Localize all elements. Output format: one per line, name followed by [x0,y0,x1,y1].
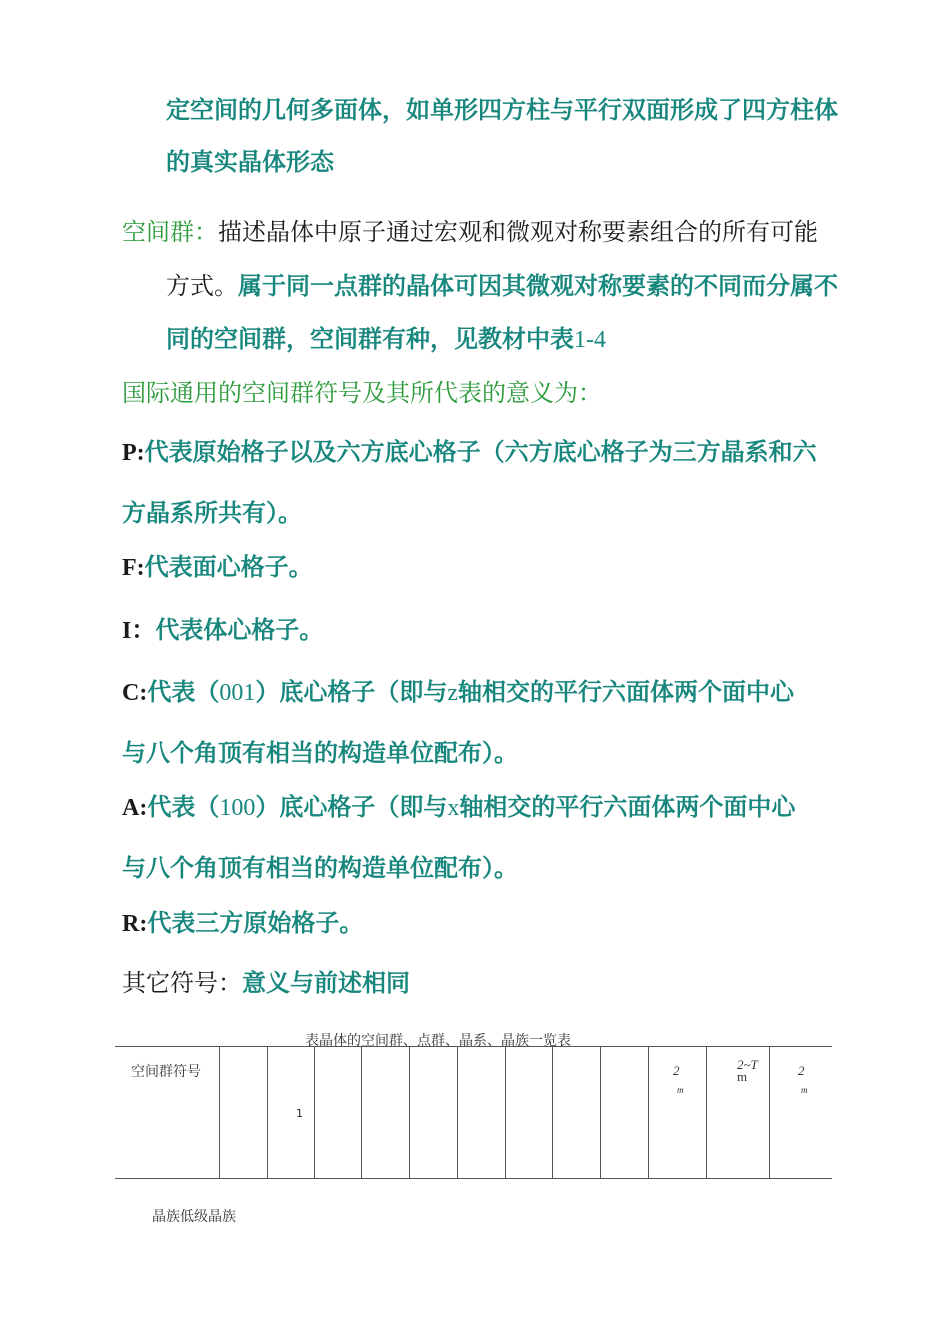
col12-sub: m [801,1085,808,1095]
symbol-r-desc: 代表三方原始格子。 [147,909,364,937]
space-group-note1: 属于同一点群的晶体可因其微观对称要素的不同而分属不 [238,272,838,300]
symbol-f-desc: 代表面心格子。 [144,553,313,581]
intro-line: 国际通用的空间群符号及其所代表的意义为： [122,379,602,407]
symbol-a-desc2: 与八个角顶有相当的构造单位配布）。 [122,854,518,882]
symbol-a-axis: x [447,795,460,821]
table-caption: 表晶体的空间群、点群、晶系、晶族一览表 [305,1034,571,1049]
col11-top: 2~T [737,1057,758,1072]
symbol-p: P: [122,440,145,466]
table-header-cell [115,1047,220,1179]
table-cell [707,1047,770,1179]
table-cell [770,1047,833,1179]
symbol-c-desc-b: ）底心格子（即与 [255,678,448,706]
table-ref: 1-4 [574,327,606,353]
symbol-a-code: 100 [219,795,256,821]
p1-line1: 定空间的几何多面体，如单形四方柱与平行双面形成了四方柱体 [166,96,838,124]
symbol-r: R: [122,911,148,937]
space-group-def2: 方式。 [166,272,238,300]
table-cell [362,1047,410,1179]
table-cell-1: 1 [296,1107,303,1120]
space-group-line2 [166,271,838,301]
symbol-p-line1 [122,437,817,468]
table-cell [410,1047,458,1179]
symbol-a: A: [122,795,148,821]
table-cell [601,1047,649,1179]
symbol-a-desc-b: ）底心格子（即与 [255,793,448,821]
table-header: 空间群符号 [131,1065,201,1080]
other-symbols-desc: 意义与前述相同 [242,969,410,997]
space-group-def1: 描述晶体中原子通过宏观和微观对称要素组合的所有可能 [218,218,818,246]
space-group-table [115,1046,832,1179]
symbol-c: C: [122,680,148,706]
p1-line2: 的真实晶体形态 [166,148,334,176]
table-cell [315,1047,362,1179]
symbol-i: I： [122,618,156,644]
col12-symbol: 2 [798,1063,805,1078]
crystal-family-label: 晶族低级晶族 [152,1210,236,1225]
symbol-c-axis: z [447,680,458,706]
symbol-a-line1 [122,792,795,823]
table-cell [553,1047,601,1179]
symbol-p-desc2: 方晶系所共有）。 [122,499,302,527]
table-cell [506,1047,553,1179]
space-group-label: 空间群： [122,218,218,246]
symbol-f: F: [122,555,145,581]
symbol-p-desc1: 代表原始格子以及六方底心格子（六方底心格子为三方晶系和六 [144,438,817,466]
symbol-i-line [122,615,323,646]
symbol-a-desc-c: 轴相交的平行六面体两个面中心 [459,793,796,821]
symbol-c-desc2: 与八个角顶有相当的构造单位配布）。 [122,739,518,767]
symbol-c-code: 001 [219,680,256,706]
col11-sub: m [737,1069,748,1084]
space-group-line1 [122,217,818,247]
col10-sub: m [677,1085,684,1095]
other-symbols-line [122,968,410,998]
symbol-f-line [122,552,313,583]
table-cell [649,1047,707,1179]
col10-symbol: 2 [673,1063,680,1078]
table-cell [458,1047,506,1179]
symbol-c-desc-c: 轴相交的平行六面体两个面中心 [457,678,794,706]
space-group-note2: 同的空间群，空间群有种，见教材中表 [166,325,574,353]
table-row [115,1047,832,1179]
symbol-r-line [122,908,363,939]
table-cell [220,1047,268,1179]
other-symbols-label: 其它符号： [122,969,242,997]
col11-symbol [737,1059,758,1083]
space-group-line3 [166,324,606,355]
symbol-c-desc-a: 代表（ [147,678,220,706]
table-cell [268,1047,315,1179]
symbol-i-desc: 代表体心格子。 [155,616,324,644]
symbol-a-desc-a: 代表（ [147,793,220,821]
symbol-c-line1 [122,677,794,708]
